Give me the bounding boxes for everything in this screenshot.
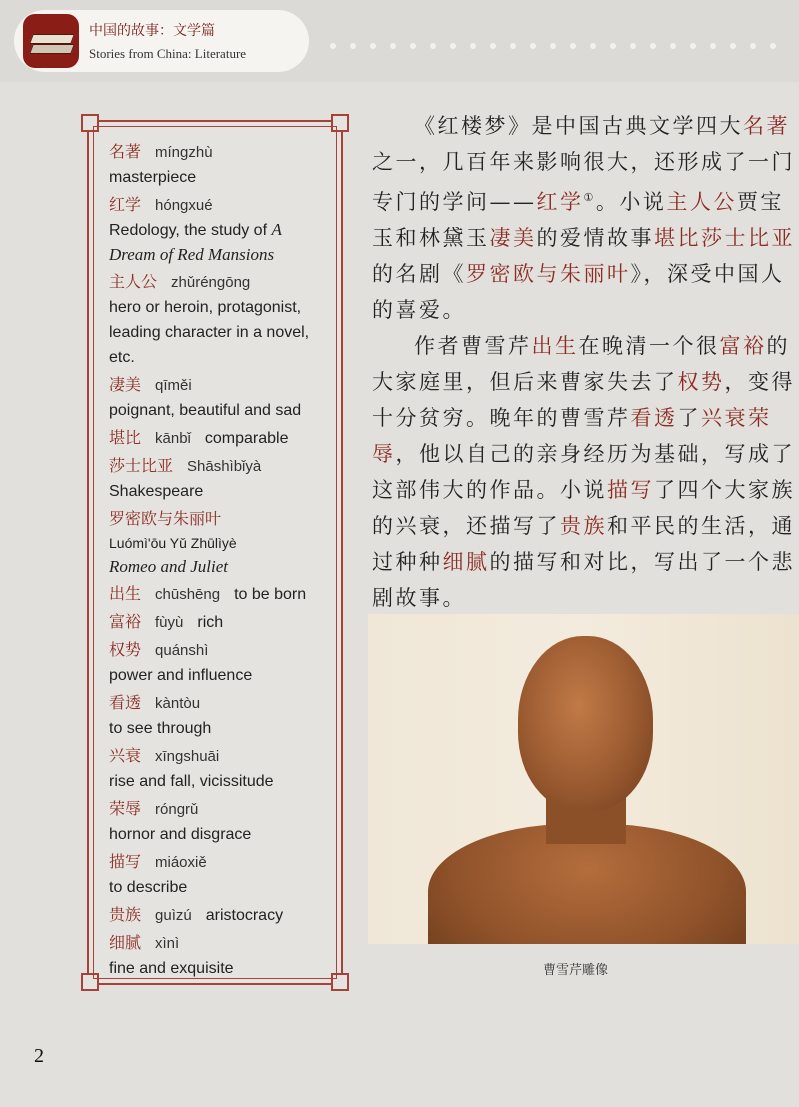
- series-title-en: Stories from China: Literature: [89, 46, 247, 61]
- glossed-term: 名著: [743, 114, 790, 138]
- vocab-definition: aristocracy: [205, 907, 284, 924]
- vocab-word: 描写: [109, 852, 142, 871]
- vocab-word: 名著: [109, 142, 142, 161]
- vocab-entry: [109, 903, 345, 928]
- vocab-definition: to be born: [234, 586, 307, 603]
- vocab-pinyin: hóngxué: [155, 197, 213, 214]
- vocab-word: 罗密欧与朱丽叶: [109, 509, 222, 528]
- frame-corner: [81, 973, 99, 991]
- vocab-pinyin: kānbǐ: [155, 430, 191, 447]
- text-run: ①: [583, 191, 596, 204]
- decorative-dot: [650, 43, 656, 49]
- vocab-entry: [109, 691, 345, 741]
- vocab-pinyin: róngrǔ: [155, 801, 199, 818]
- decorative-dot: [690, 43, 696, 49]
- vocab-word: 荣辱: [109, 799, 142, 818]
- page-number: 2: [34, 1045, 44, 1067]
- glossed-term: 看透: [630, 406, 678, 430]
- glossed-term: 富裕: [719, 334, 767, 358]
- vocab-definition: Shakespeare: [109, 483, 204, 500]
- glossed-term: 红学: [536, 190, 584, 214]
- glossed-term: 细腻: [442, 550, 490, 574]
- vocab-word: 看透: [109, 693, 142, 712]
- decorative-dot: [390, 43, 396, 49]
- glossed-term: 莎士比亚: [701, 226, 795, 250]
- text-run: 》，深受中国人的喜爱。: [372, 262, 785, 322]
- vocab-definition: power and influence: [109, 667, 253, 684]
- decorative-dot: [350, 43, 356, 49]
- text-run: 之一，几百年来影响很大，还形成了一门专门的学问——: [372, 150, 795, 214]
- vocab-definition: hero or heroin, protagonist,: [109, 299, 302, 316]
- background-calligraphy: [668, 624, 778, 744]
- bust-head: [518, 636, 653, 811]
- decorative-dot: [610, 43, 616, 49]
- text-run: 了四个大家族的兴衰，还描写了: [372, 478, 795, 538]
- vocab-word: 莎士比亚: [109, 456, 174, 475]
- decorative-dot: [590, 43, 596, 49]
- vocab-word: 出生: [109, 584, 142, 603]
- sculpture-photo: [368, 614, 799, 944]
- glossed-term: 堪比: [654, 226, 701, 250]
- vocab-pinyin: guìzú: [155, 907, 192, 924]
- vocab-definition: rise and fall, vicissitude: [109, 773, 274, 790]
- vocab-word: 堪比: [109, 428, 142, 447]
- vocab-definition: Romeo and Juliet: [109, 557, 228, 576]
- decorative-dot: [370, 43, 376, 49]
- decorative-dot: [710, 43, 716, 49]
- decorative-dot: [510, 43, 516, 49]
- decorative-dot: [630, 43, 636, 49]
- page-header: [0, 0, 799, 82]
- decorative-dot: [570, 43, 576, 49]
- photo-caption: 曹雪芹雕像: [543, 963, 609, 978]
- vocab-pinyin: xìnì: [155, 935, 180, 952]
- vocab-entry: [109, 507, 345, 579]
- text-run: 。小说: [595, 190, 667, 214]
- vocab-definition: fine and exquisite: [109, 960, 234, 977]
- book-shape: [29, 44, 75, 54]
- vocabulary-box: [87, 120, 343, 985]
- vocab-word: 凄美: [109, 375, 142, 394]
- text-run: ，变得十分贫穷。晚年的曹雪芹: [372, 370, 795, 430]
- vocab-word: 富裕: [109, 612, 142, 631]
- decorative-dot: [770, 43, 776, 49]
- glossed-term: 出生: [531, 334, 579, 358]
- decorative-dot: [530, 43, 536, 49]
- vocab-pinyin: xīngshuāi: [155, 748, 220, 765]
- glossed-term: 主人公: [666, 190, 737, 214]
- books-icon: [23, 14, 79, 68]
- vocab-entry: [109, 140, 345, 190]
- vocab-definition: to see through: [109, 720, 212, 737]
- vocab-pinyin: quánshì: [155, 642, 209, 659]
- vocab-definition: poignant, beautiful and sad: [109, 402, 302, 419]
- vocab-word: 权势: [109, 640, 142, 659]
- text-run: 和平民的生活，通过种种: [372, 514, 795, 574]
- vocab-definition: Redology, the study of A: [109, 220, 282, 239]
- vocab-entry: [109, 454, 345, 504]
- vocab-entry: [109, 744, 345, 794]
- vocab-pinyin: zhǔréngōng: [171, 274, 251, 291]
- frame-corner: [331, 114, 349, 132]
- vocab-pinyin: qīměi: [155, 377, 192, 394]
- vocab-entry: [109, 373, 345, 423]
- vocab-pinyin: fùyù: [155, 614, 184, 631]
- vocab-entry: [109, 610, 345, 635]
- decorative-dot: [330, 43, 336, 49]
- glossed-term: 权势: [677, 370, 725, 394]
- vocab-entry: [109, 193, 345, 267]
- body-paragraph: [372, 108, 799, 328]
- text-run: 贾宝玉和林黛玉: [372, 190, 784, 250]
- decorative-dot: [730, 43, 736, 49]
- glossed-term: 荣辱: [372, 406, 772, 466]
- vocab-word: 主人公: [109, 272, 158, 291]
- book-shape: [29, 34, 75, 44]
- decorative-dot: [450, 43, 456, 49]
- vocab-definition: Luómì'ōu Yǔ Zhūlìyè: [109, 535, 237, 551]
- decorative-dot: [430, 43, 436, 49]
- decorative-dot: [410, 43, 416, 49]
- vocab-definition: rich: [197, 614, 224, 631]
- text-run: 的描写和对比，写出了一个悲剧故事。: [372, 550, 795, 610]
- vocab-entry: [109, 850, 345, 900]
- vocab-pinyin: miáoxiě: [155, 854, 207, 871]
- vocab-definition: masterpiece: [109, 169, 197, 186]
- vocab-pinyin: Shāshìbǐyà: [187, 458, 262, 475]
- glossed-term: 描写: [607, 478, 654, 502]
- text-run: 《红楼梦》是中国古典文学四大: [414, 114, 743, 138]
- vocab-definition: leading character in a novel,: [109, 324, 310, 341]
- vocab-word: 贵族: [109, 905, 142, 924]
- glossed-term: 兴衰: [701, 406, 748, 430]
- glossed-term: 贵族: [560, 514, 607, 538]
- vocab-entry: [109, 638, 345, 688]
- vocab-entry: [109, 797, 345, 847]
- series-title-cn: 中国的故事：文学篇: [89, 23, 215, 39]
- glossed-term: 罗密欧与朱丽叶: [466, 262, 631, 286]
- vocab-definition: comparable: [204, 430, 289, 447]
- body-paragraph: [372, 328, 799, 616]
- main-text: [372, 108, 799, 616]
- decorative-dot: [750, 43, 756, 49]
- text-run: 在晚清一个很: [578, 334, 720, 358]
- vocab-word: 兴衰: [109, 746, 142, 765]
- decorative-dot: [550, 43, 556, 49]
- decorative-dot: [490, 43, 496, 49]
- text-run: 的爱情故事: [536, 226, 654, 250]
- vocab-pinyin: kàntòu: [155, 695, 201, 712]
- decorative-dot: [670, 43, 676, 49]
- vocab-entry: [109, 582, 345, 607]
- text-run: 作者曹雪芹: [414, 334, 532, 358]
- vocab-definition: to describe: [109, 879, 188, 896]
- vocab-entry: [109, 270, 345, 370]
- vocab-word: 红学: [109, 195, 142, 214]
- vocab-entry: [109, 931, 345, 981]
- decorative-dot: [470, 43, 476, 49]
- text-run: 的名剧《: [372, 262, 466, 286]
- vocab-definition: etc.: [109, 349, 135, 366]
- text-run: 了: [677, 406, 701, 430]
- vocab-word: 细腻: [109, 933, 142, 952]
- vocab-definition: Dream of Red Mansions: [109, 245, 275, 264]
- frame-corner: [81, 114, 99, 132]
- vocab-pinyin: míngzhù: [155, 144, 213, 161]
- vocab-entry: [109, 426, 345, 451]
- text-run: ，他以自己的亲身经历为基础，写成了这部伟大的作品。小说: [372, 442, 795, 502]
- vocab-definition: hornor and disgrace: [109, 826, 252, 843]
- glossed-term: 凄美: [489, 226, 537, 250]
- vocab-pinyin: chūshēng: [155, 586, 221, 603]
- text-run: 的大家庭里，但后来曹家失去了: [372, 334, 790, 394]
- vocabulary-list: [109, 140, 345, 984]
